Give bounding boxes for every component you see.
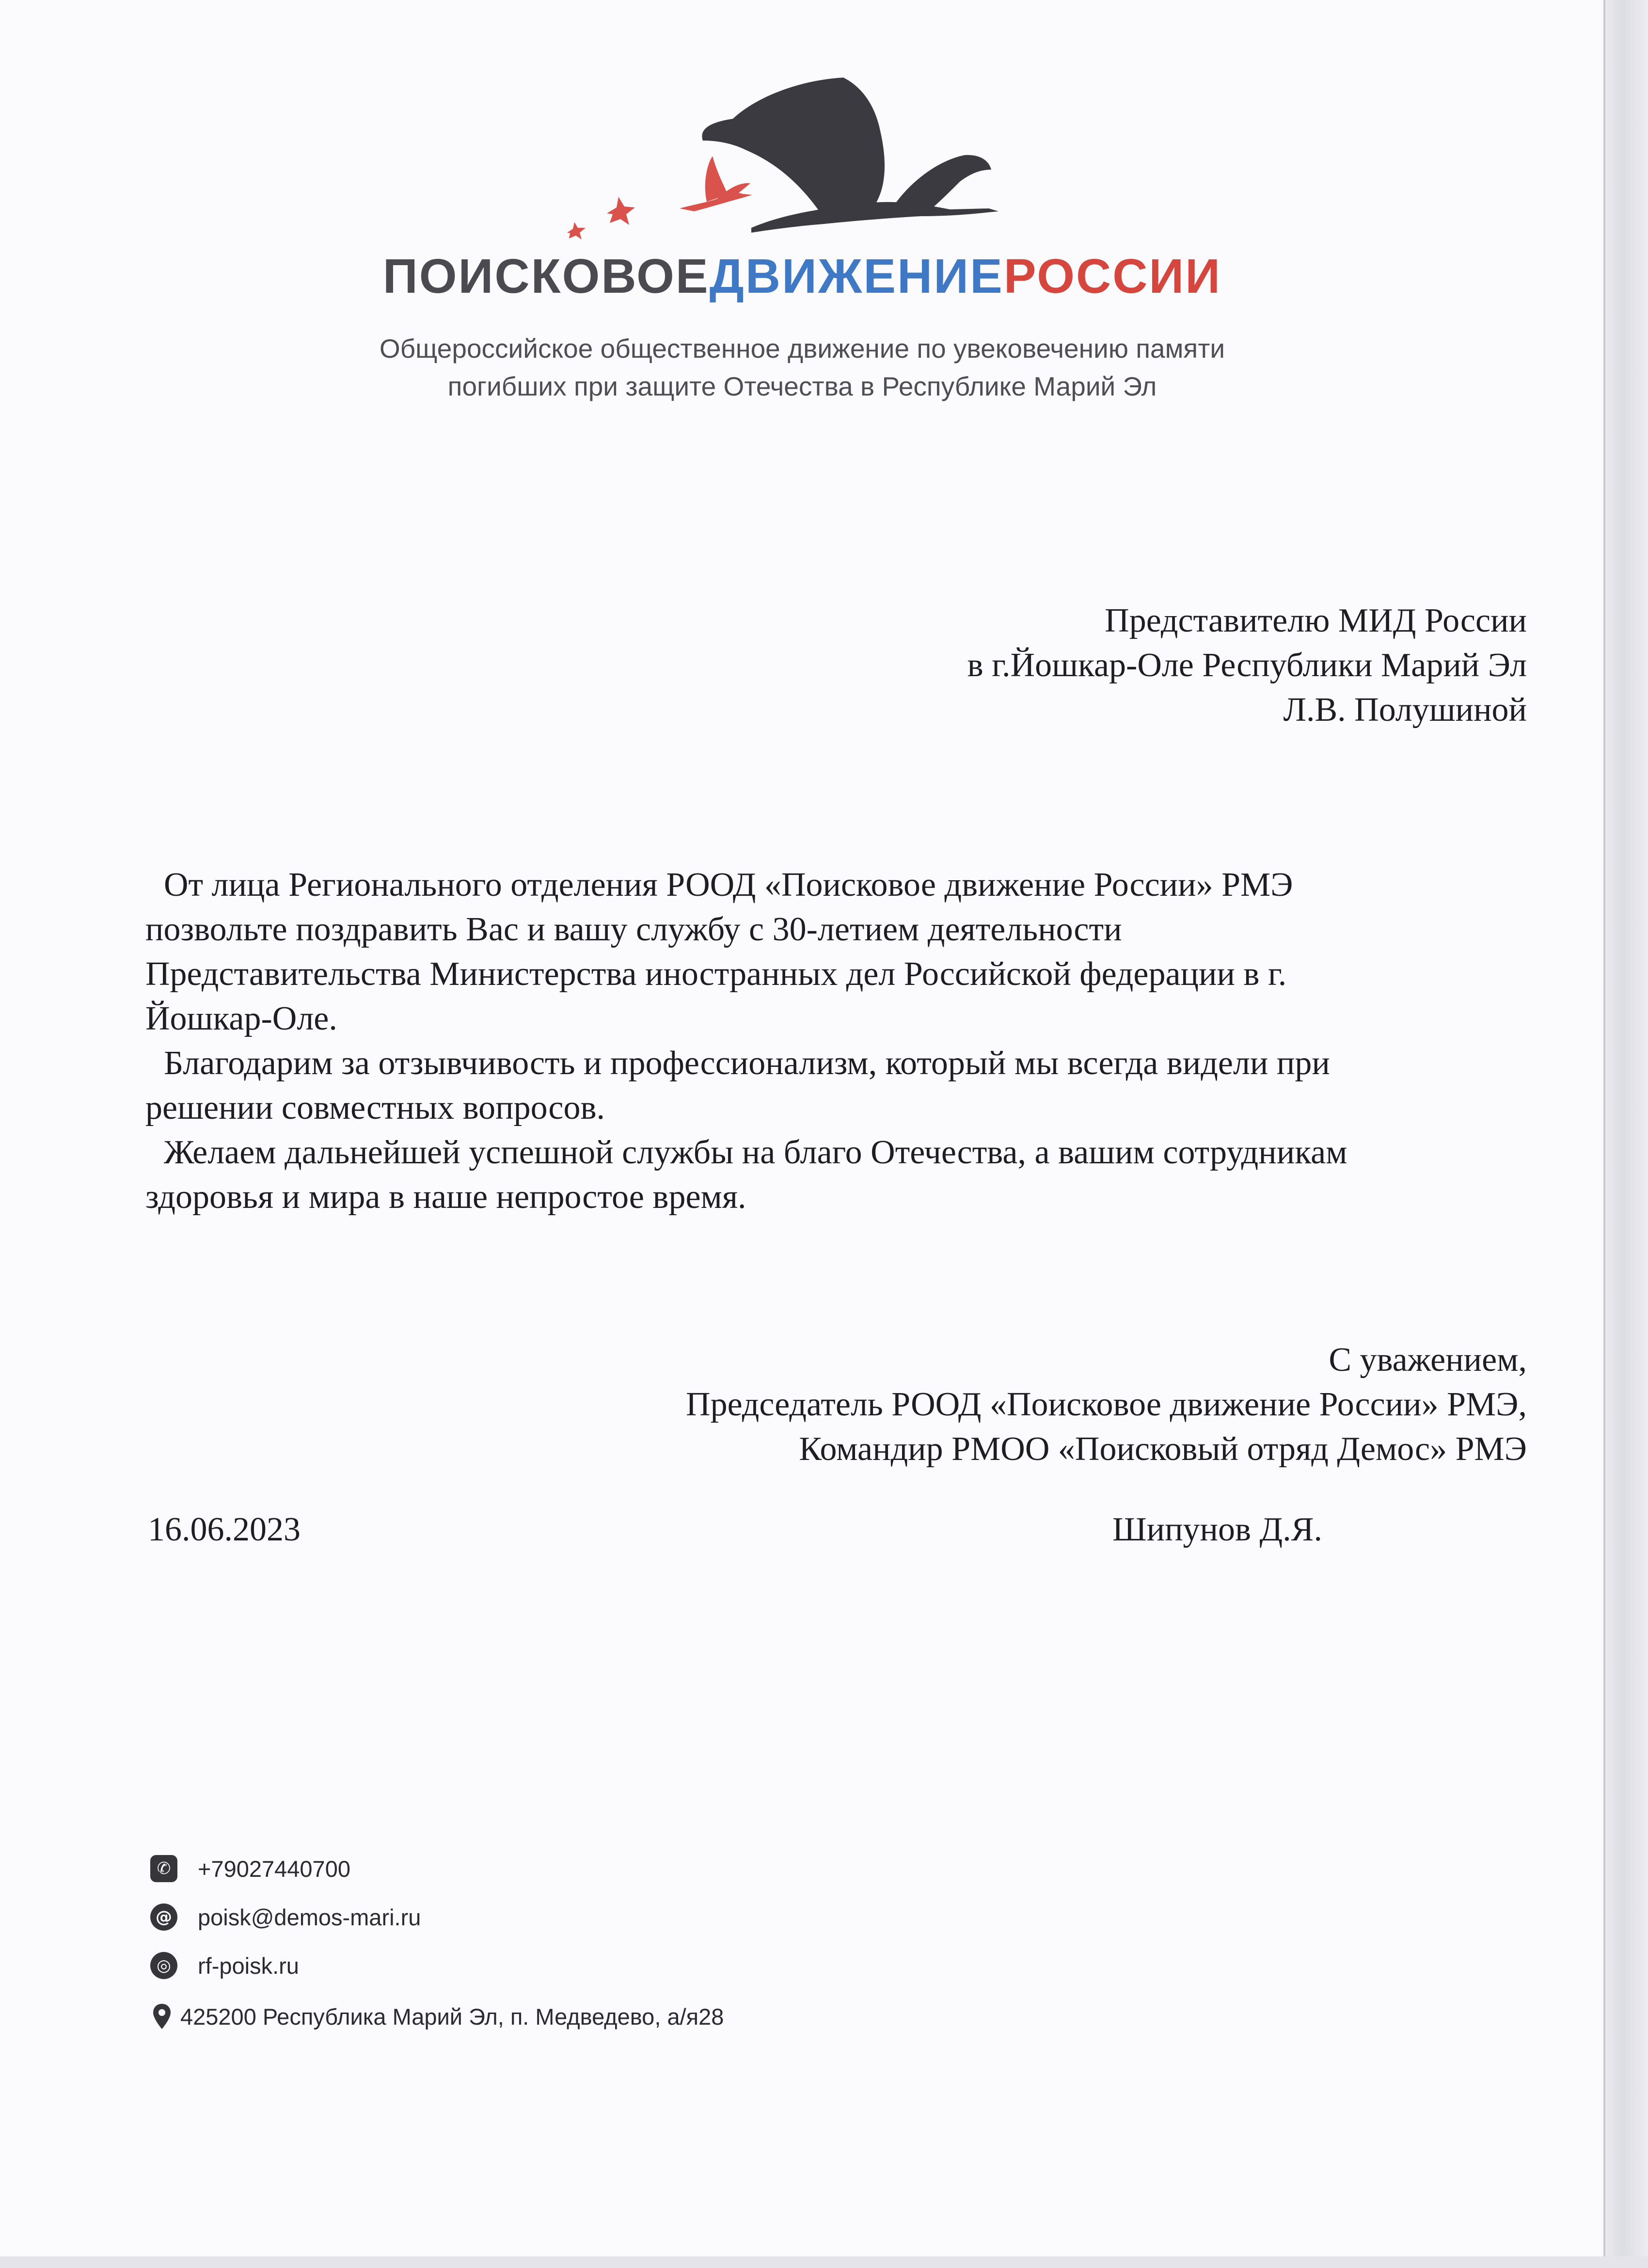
addressee-line-2: в г.Йошкар-Оле Республики Марий Эл: [967, 647, 1527, 684]
brand-word-1: ПОИСКОВОЕ: [382, 249, 710, 303]
letter-date: 16.06.2023: [148, 1511, 301, 1548]
crane-logo: [553, 68, 1023, 252]
contact-email-row: [150, 1900, 421, 1934]
addressee-line-3: Л.В. Полушиной: [1283, 691, 1527, 729]
brand-word-2: ДВИЖЕНИЕ: [709, 249, 1004, 303]
body-line: Йошкар-Оле.: [145, 1000, 337, 1037]
phone-icon: ✆: [150, 1855, 177, 1882]
postal-address: 425200 Республика Марий Эл, п. Медведево, а/я28: [180, 2003, 724, 2030]
paragraph-congratulation: [145, 863, 1512, 1041]
organization-description: [0, 330, 1604, 405]
star-medium-icon: [607, 197, 635, 225]
addressee-line-1: Представителю МИД России: [1105, 602, 1527, 639]
red-crane-icon: [680, 156, 752, 211]
subtitle-line-1: Общероссийское общественное движение по увековечению памяти: [379, 333, 1225, 364]
brand-word-3: РОССИИ: [1003, 249, 1222, 303]
body-line: позвольте поздравить Вас и вашу службу с 30-летием деятельности: [145, 911, 1122, 948]
body-line: Представительства Министерства иностранных дел Российской федерации в г.: [145, 955, 1287, 993]
signer-name: Шипунов Д.Я.: [1112, 1511, 1322, 1548]
email-address: poisk@demos-mari.ru: [198, 1904, 421, 1930]
body-line: Благодарим за отзывчивость и профессионализм, который мы всегда видели при: [164, 1045, 1330, 1082]
letter-body: [145, 863, 1512, 1220]
closing-line-3: Командир РМОО «Поисковый отряд Демос» РМЭ: [799, 1430, 1527, 1468]
dark-crane-lower-wing-icon: [892, 155, 991, 209]
phone-number: +79027440700: [198, 1856, 350, 1882]
scan-edge-shadow: [1605, 0, 1648, 2268]
website-url: rf-poisk.ru: [198, 1952, 299, 1979]
paragraph-wishes: [145, 1130, 1512, 1220]
star-small-icon: [567, 222, 586, 239]
contact-phone-row: [150, 1852, 350, 1886]
contact-website-row: [150, 1949, 299, 1983]
body-line: здоровья и мира в наше непростое время.: [145, 1178, 746, 1216]
body-line: решении совместных вопросов.: [145, 1089, 605, 1126]
globe-icon: ◎: [150, 1952, 177, 1979]
scan-bottom-edge: [0, 2256, 1648, 2268]
location-pin-icon: [150, 2003, 174, 2030]
dark-crane-body-icon: [751, 202, 998, 233]
closing-line-1: С уважением,: [1329, 1341, 1527, 1379]
closing-line-2: Председатель РООД «Поисковое движение России» РМЭ,: [686, 1386, 1527, 1423]
body-line: Желаем дальнейшей успешной службы на благо Отечества, а вашим сотрудникам: [164, 1134, 1347, 1171]
addressee-block: [967, 599, 1527, 732]
at-sign-icon: @: [150, 1903, 177, 1931]
body-line: От лица Регионального отделения РООД «Поисковое движение России» РМЭ: [164, 866, 1293, 904]
organization-brand: [0, 249, 1604, 303]
closing-block: [686, 1338, 1527, 1472]
subtitle-line-2: погибших при защите Отечества в Республике Марий Эл: [447, 371, 1157, 401]
contact-address-row: [150, 1999, 724, 2033]
paragraph-gratitude: [145, 1041, 1512, 1130]
